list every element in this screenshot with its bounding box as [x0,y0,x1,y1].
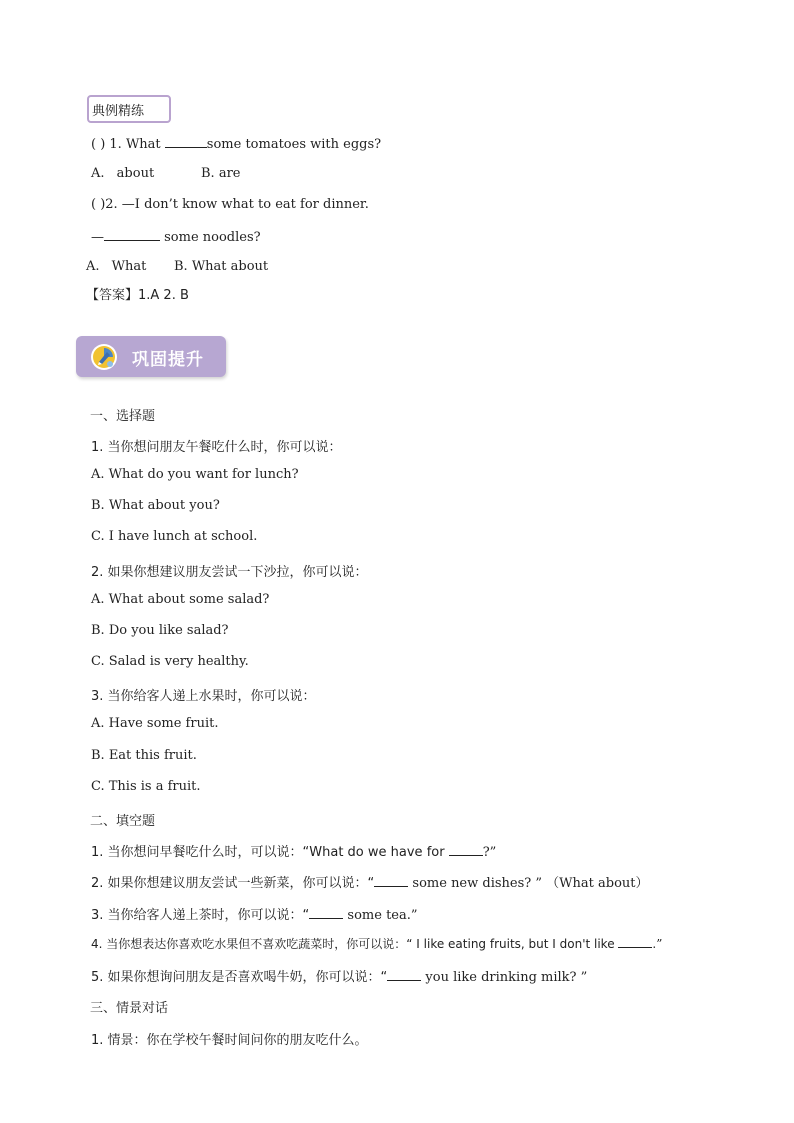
mc-option: C. I have lunch at school. [91,529,258,544]
mc-question: 3. 当你给客人递上水果时，你可以说： [91,689,316,704]
mc-option: C. Salad is very healthy. [91,654,249,669]
mc-option: A. What do you want for lunch? [91,467,299,482]
fill-question: 5. 如果你想询问朋友是否喜欢喝牛奶，你可以说：“ you like drinking milk? ” [91,970,588,985]
fill-question: 2. 如果你想建议朋友尝试一些新菜，你可以说：“ some new dishes? ” （What about） [91,876,649,891]
fill-question: 4. 当你想表达你喜欢吃水果但不喜欢吃蔬菜时，你可以说：“ I like eating fruits, but I don't like .” [91,937,663,951]
section-heading-dialog: 三、情景对话 [90,1001,169,1016]
banner-title: 巩固提升 [132,350,204,370]
mc-option: A. What about some salad? [91,592,270,607]
dialog-scenario: 1. 情景：你在学校午餐时间问你的朋友吃什么。 [91,1033,368,1048]
fill-blank [449,843,483,856]
example-q2-line2: — some noodles? [91,230,261,245]
fill-blank [309,906,343,919]
example-q1-options: A. about B. are [91,166,241,181]
mc-option: C. This is a fruit. [91,779,201,794]
fill-blank [387,968,421,981]
mc-question: 2. 如果你想建议朋友尝试一下沙拉，你可以说： [91,565,368,580]
mc-option: B. Eat this fruit. [91,748,197,763]
answer-blank [104,228,160,241]
mc-option: B. Do you like salad? [91,623,229,638]
example-question-1: ( ) 1. What some tomatoes with eggs? [91,137,382,152]
section-heading-fill: 二、填空题 [90,814,156,829]
example-answer: 【答案】1.A 2. B [86,288,189,303]
fill-question: 3. 当你给客人递上茶时，你可以说：“ some tea.” [91,908,418,923]
section-banner [76,336,226,377]
example-question-2: ( )2. —I don’t know what to eat for dinner. [91,197,369,212]
example-q2-options: A. What B. What about [86,259,269,274]
section-heading-choice: 一、选择题 [90,409,156,424]
answer-blank [165,135,207,148]
mc-question: 1. 当你想问朋友午餐吃什么时，你可以说： [91,440,342,455]
pen-badge-icon [91,344,117,370]
fill-blank [618,935,652,948]
fill-question: 1. 当你想问早餐吃什么时，可以说：“What do we have for ?” [91,845,497,860]
fill-blank [374,874,408,887]
mc-option: B. What about you? [91,498,220,513]
mc-option: A. Have some fruit. [91,716,219,731]
example-section-label: 典例精练 [87,95,171,123]
